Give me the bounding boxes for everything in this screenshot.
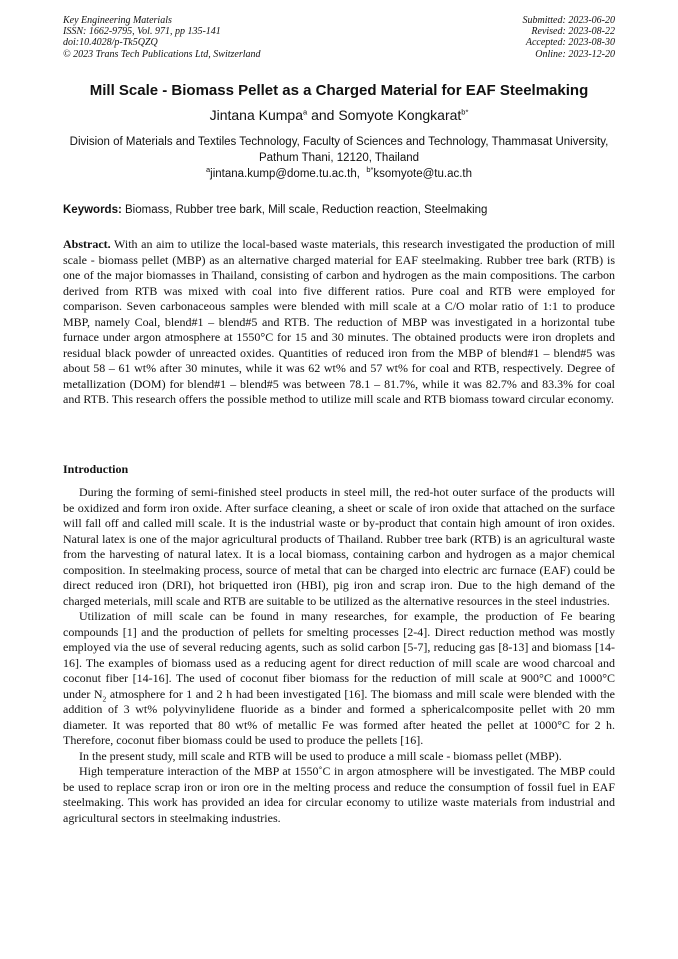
copyright-line: © 2023 Trans Tech Publications Ltd, Switzerland	[63, 48, 261, 60]
paragraph: High temperature interaction of the MBP at 1550˚C in argon atmosphere will be investigated. The MBP could be used to replace scrap iron or iron ore in the melting process and reduce the consumption of fossil fuel in EAF steelmaking. This work has provided an idea for circular economy to utilize waste materials from industrial and agricultural sectors in steelmaking industries.	[63, 764, 615, 825]
submitted-date: Submitted: 2023-06-20	[522, 15, 615, 26]
section-heading: Introduction	[63, 462, 129, 476]
author-email: ksomyote@tu.ac.th	[373, 168, 473, 180]
paragraph: During the forming of semi-finished steel products in steel mill, the red-hot outer surface of the products will be oxidized and form iron oxide. After surface cleaning, a sheet or scale of iron oxide that attached on the surface will fall off and called mill scale. It is the industrial waste or by-product that contain high amount of iron oxides. Natural latex is one of the major agricultural products of Thailand. Rubber tree bark (RTB) is an agricultural waste from the harvesting of natural latex. It is a local biomass, containing carbon and hydrogen as a major chemical composition. In steelmaking process, source of metal that can be charged into electric arc furnace (EAF) could be direct reduced iron (DRI), hot briquetted iron (HBI), pig iron and scrap iron. Due to the high demand of the charged meterials, mill scale and RTB are suitable to be utilized as the alternative resources in the steel industries.	[63, 485, 615, 608]
abstract-text: With an aim to utilize the local-based waste materials, this research investigated the production of mill scale - biomass pellet (MBP) as an alternative charged material for EAF steelmaking. Rubber tree bark (RTB) is one of the major biomasses in Thailand, consisting of carbon and hydrogen as the main compositions. The carbon derived from RTB was mixed with coal into five different ratios. Pure coal and RTB were employed for comparison. Seven carbonaceous samples were blended with mill scale at a C/O molar ratio of 1:1 to produce MBP, namely Coal, blend#1 – blend#5 and RTB. The reduction of MBP was investigated in a horizontal tube furnace under argon atmosphere at 1550°C for 15 and 30 minutes. The obtained products were iron droplets and residual black powder of unreacted oxides. Quantities of reduced iron from the MBP of blend#1 – blend#5 was about 58 – 61 wt% after 30 minutes, while it was 62 wt% and 57 wt% for coal and RTB, respectively. Degree of metallization (DOM) for blend#1 – blend#5 was between 78.1 – 81.7%, while it was 82.7% and 83.3% for coal and RTB. This research offers the possible method to utilize mill scale and RTB biomass toward circular economy.	[63, 237, 615, 406]
online-date: Online: 2023-12-20	[535, 48, 615, 60]
journal-header-left	[63, 15, 261, 60]
introduction-body	[63, 485, 615, 826]
email-marker: b*	[366, 165, 374, 175]
author-name: Jintana Kumpa	[209, 107, 304, 123]
author-email: jintana.kump@dome.tu.ac.th,	[210, 168, 360, 180]
accepted-date: Accepted: 2023-08-30	[525, 37, 615, 49]
author-line	[40, 106, 638, 124]
author-marker: b*	[461, 107, 469, 117]
revised-date: Revised: 2023-08-22	[531, 26, 615, 38]
author-conjunction: and	[307, 107, 339, 123]
issn-line: ISSN: 1662-9795, Vol. 971, pp 135-141	[63, 26, 221, 38]
abstract-label: Abstract.	[63, 237, 111, 251]
author-name: Somyote Kongkarat	[338, 107, 462, 123]
abstract	[63, 237, 615, 408]
keywords	[63, 203, 615, 217]
paragraph: In the present study, mill scale and RTB will be used to produce a mill scale - biomass pellet (MBP).	[79, 748, 562, 763]
author-marker: a	[303, 107, 308, 117]
journal-name: Key Engineering Materials	[63, 15, 172, 26]
paper-title: Mill Scale - Biomass Pellet as a Charged Material for EAF Steelmaking	[89, 82, 589, 99]
keywords-label: Keywords:	[63, 204, 122, 216]
journal-header-right	[523, 15, 616, 60]
email-line	[40, 167, 638, 181]
paragraph	[63, 609, 615, 749]
subscript: 2	[102, 693, 107, 703]
keywords-text: Biomass, Rubber tree bark, Mill scale, Reduction reaction, Steelmaking	[125, 204, 488, 216]
affiliation: Division of Materials and Textiles Technology, Faculty of Sciences and Technology, Thammasat University, Pathum Thani, 12120, Thailand	[69, 136, 609, 164]
email-marker: a	[205, 165, 211, 175]
paragraph-text: Utilization of mill scale can be found in many researches, for example, the production of Fe bearing compounds [1] and the production of pellets for smelting processes [2-4]. Direct reduction method was mostly employed via the use of several reducing agents, such as solid carbon [5-7], reducing gas [8-13] and biomass [14-16]. The examples of biomass used as a reducing agent for direct reduction of mill scale are wood charcoal and coconut fiber [14-16]. The used of coconut fiber biomass for the reduction of mill scale at 900°C and 1000°C under N	[63, 609, 615, 701]
paragraph-text: atmosphere for 1 and 2 h had been investigated [16]. The biomass and mill scale were blended with the addition of 3 wt% polyvinylidene fluoride as a binder and formed a sphericalcomposite pellet with 20 mm diameter. It was reported that 80 wt% of metallic Fe was formed after heated the pellet at 1000°C for 2 h. Therefore, coconut fiber biomass could be used to produce the pellets [16].	[63, 686, 615, 747]
doi-line: doi:10.4028/p-Tk5QZQ	[63, 37, 158, 49]
